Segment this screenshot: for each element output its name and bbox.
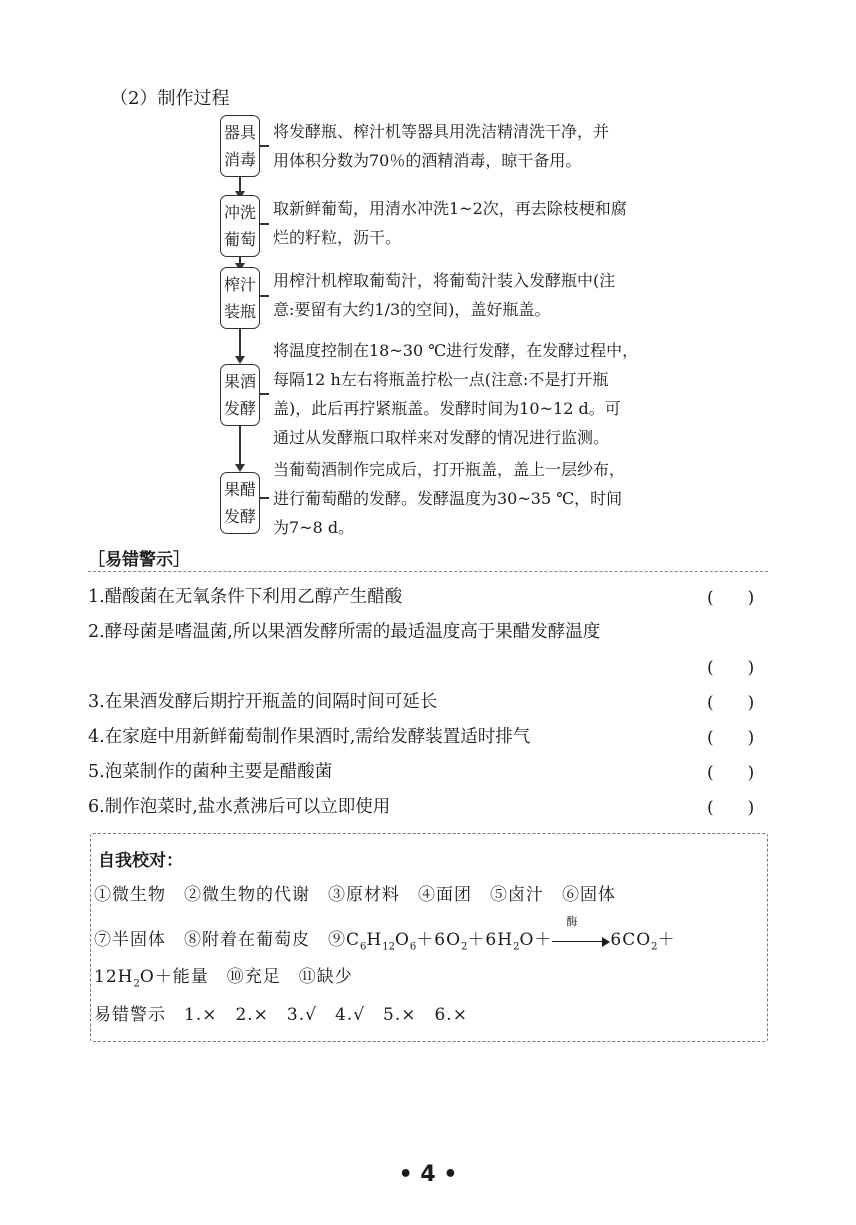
question-6: 6.制作泡菜时,盐水煮沸后可以立即使用: [88, 797, 391, 817]
self-check-line-4: 易错警示 1.× 2.× 3.√ 4.√ 5.× 6.×: [94, 1005, 468, 1025]
flow-tick: [259, 223, 269, 225]
flow-connector: [239, 326, 241, 360]
question-4: 4.在家庭中用新鲜葡萄制作果酒时,需给发酵装置适时排气: [88, 727, 531, 747]
answer-blank-6[interactable]: ( ): [707, 798, 755, 818]
question-5: 5.泡菜制作的菌种主要是醋酸菌: [88, 762, 333, 782]
step-text-wash: 取新鲜葡萄，用清水冲洗1~2次，再去除枝梗和腐 烂的籽粒，沥干。: [273, 199, 627, 247]
equation-reactants: $C_6H_{12}O_6+6O_2+6H_2O+$: [346, 930, 553, 953]
question-3: 3.在果酒发酵后期拧开瓶盖的间隔时间可延长: [88, 692, 438, 712]
step-text-disinfect: 将发酵瓶、榨汁机等器具用洗洁精清洗干净，并 用体积分数为70％的酒精消毒，晾干备用。: [273, 122, 610, 170]
arrow-down-icon: [235, 356, 245, 364]
self-check-line-3: $12H_2O+$能量 ⑩充足 ⑪缺少: [94, 967, 353, 990]
page-number: • 4 •: [398, 1162, 458, 1187]
flow-tick: [259, 497, 269, 499]
enzyme-arrow-icon: 酶: [552, 931, 610, 951]
warning-label: ［易错警示］: [88, 550, 190, 570]
answer-blank-3[interactable]: ( ): [707, 693, 755, 713]
flow-box-vinegar: 果醋 发酵: [220, 472, 260, 534]
answer-blank-5[interactable]: ( ): [707, 763, 755, 783]
section-title: （2）制作过程: [110, 88, 230, 109]
question-1: 1.醋酸菌在无氧条件下利用乙醇产生醋酸: [88, 587, 403, 607]
self-check-line-2: ⑦半固体 ⑧附着在葡萄皮 $⑨C_6H_{12}O_6+6O_2+6H_2O+$ 酶 $6CO_2+$: [94, 914, 676, 953]
flow-box-wash: 冲洗 葡萄: [220, 195, 260, 257]
answer-blank-2[interactable]: ( ): [707, 658, 755, 678]
self-check-line-1: ①微生物 ②微生物的代谢 ③原材料 ④面团 ⑤卤汁 ⑥固体: [94, 885, 616, 905]
flow-tick: [259, 145, 269, 147]
answer-blank-1[interactable]: ( ): [707, 588, 755, 608]
self-check-title: 自我校对：: [98, 851, 183, 871]
flow-box-disinfect: 器具 消毒: [220, 115, 260, 177]
step-text-juice: 用榨汁机榨取葡萄汁，将葡萄汁装入发酵瓶中(注 意:要留有大约1/3的空间)，盖好瓶盖。: [273, 271, 616, 319]
flow-tick: [259, 393, 269, 395]
equation-products: $6CO_2+$: [610, 930, 676, 953]
flow-box-wine: 果酒 发酵: [220, 364, 260, 426]
arrow-down-icon: [235, 464, 245, 472]
step-text-wine: 将温度控制在18~30 ℃进行发酵，在发酵过程中， 每隔12 h左右将瓶盖拧松一点(注意:不是打开瓶 盖)，此后再拧紧瓶盖。发酵时间为10~12 d。可 通过从发酵瓶口取样来对发酵的情况进行监测。: [273, 341, 639, 447]
answer-blank-4[interactable]: ( ): [707, 728, 755, 748]
flow-box-juice: 榨汁 装瓶: [220, 267, 260, 329]
warning-divider: [88, 571, 768, 572]
step-text-vinegar: 当葡萄酒制作完成后，打开瓶盖，盖上一层纱布， 进行葡萄醋的发酵。发酵温度为30~35 ℃，时间 为7~8 d。: [273, 460, 626, 537]
flow-tick: [259, 295, 269, 297]
flow-connector: [239, 424, 241, 468]
question-2: 2.酵母菌是嗜温菌,所以果酒发酵所需的最适温度高于果醋发酵温度: [88, 622, 601, 642]
